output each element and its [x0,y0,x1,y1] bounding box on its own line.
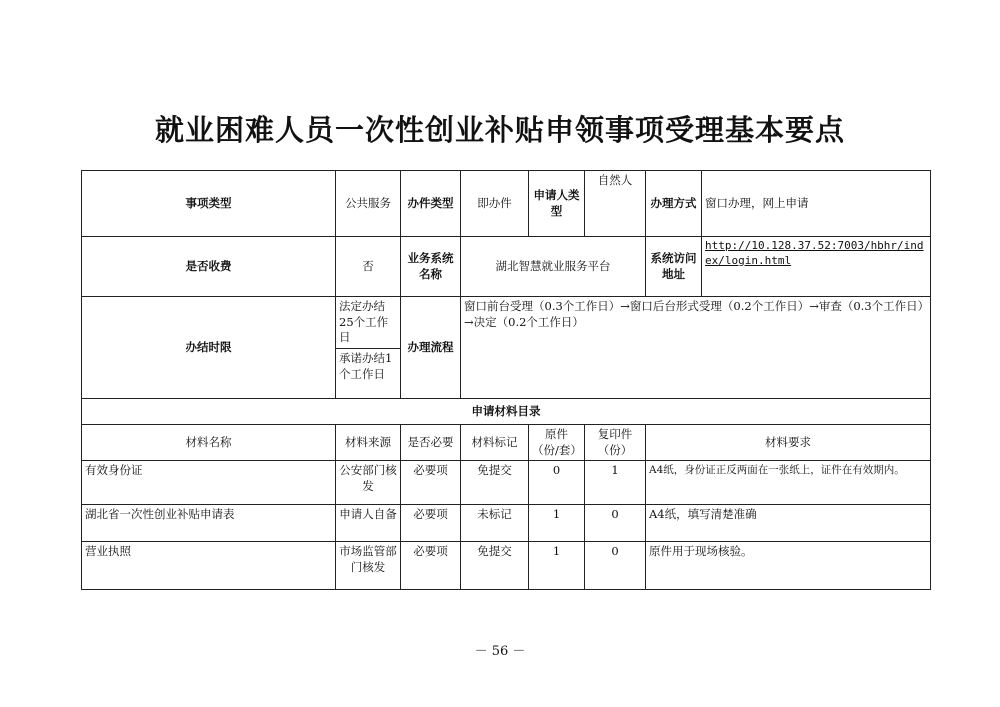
material-requirement: A4纸，填写清楚准确 [646,505,931,542]
table-row [82,461,931,505]
materials-section-title: 申请材料目录 [82,399,931,425]
material-mark: 免提交 [461,542,529,590]
table-row [82,505,931,542]
process-label: 办理流程 [401,297,461,399]
method-label: 办理方式 [646,171,702,237]
material-name: 营业执照 [82,542,336,590]
materials-section-row [82,399,931,425]
url-label: 系统访问地址 [646,237,702,297]
header-requirement: 材料要求 [646,425,931,461]
handle-value: 即办件 [461,171,529,237]
material-required: 必要项 [401,505,461,542]
fee-label: 是否收费 [82,237,336,297]
page-number: － 56 － [474,644,526,659]
material-original: 1 [529,542,585,590]
type-value: 公共服务 [336,171,401,237]
material-required: 必要项 [401,542,461,590]
legal-deadline: 法定办结25个工作日 [336,297,401,349]
header-original: 原件（份/套） [529,425,585,461]
method-value: 窗口办理，网上申请 [702,171,931,237]
info-row-deadline [82,297,931,349]
system-value: 湖北智慧就业服务平台 [461,237,646,297]
header-copy: 复印件（份） [585,425,646,461]
system-url-link[interactable]: http://10.128.37.52:7003/hbhr/index/login.html [702,237,931,297]
info-row-type [82,171,931,237]
material-required: 必要项 [401,461,461,505]
materials-header-row [82,425,931,461]
promised-deadline: 承诺办结1个工作日 [336,349,401,399]
material-source: 公安部门核发 [336,461,401,505]
header-required: 是否必要 [401,425,461,461]
fee-value: 否 [336,237,401,297]
material-copy: 1 [585,461,646,505]
page-title: 就业困难人员一次性创业补贴申领事项受理基本要点 [154,113,845,147]
table-row [82,542,931,590]
material-name: 湖北省一次性创业补贴申请表 [82,505,336,542]
material-mark: 未标记 [461,505,529,542]
material-copy: 0 [585,542,646,590]
material-mark: 免提交 [461,461,529,505]
info-table [81,170,931,590]
material-source: 申请人自备 [336,505,401,542]
applicant-label: 申请人类型 [529,171,585,237]
material-copy: 0 [585,505,646,542]
deadline-label: 办结时限 [82,297,336,399]
material-original: 0 [529,461,585,505]
material-original: 1 [529,505,585,542]
applicant-value: 自然人 [585,171,646,237]
system-label: 业务系统名称 [401,237,461,297]
type-label: 事项类型 [82,171,336,237]
info-row-fee [82,237,931,297]
header-mark: 材料标记 [461,425,529,461]
material-requirement: A4纸，身份证正反两面在一张纸上，证件在有效期内。 [646,461,931,505]
header-material-name: 材料名称 [82,425,336,461]
process-value: 窗口前台受理（0.3个工作日）→窗口后台形式受理（0.2个工作日）→审查（0.3个工作日）→决定（0.2个工作日） [461,297,931,399]
handle-label: 办件类型 [401,171,461,237]
material-name: 有效身份证 [82,461,336,505]
material-source: 市场监管部门核发 [336,542,401,590]
header-material-source: 材料来源 [336,425,401,461]
material-requirement: 原件用于现场核验。 [646,542,931,590]
